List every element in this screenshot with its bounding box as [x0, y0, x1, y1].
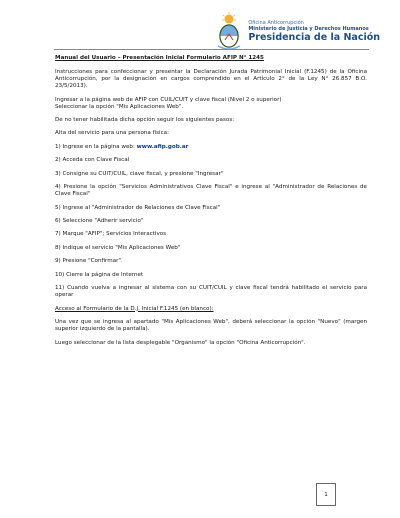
no-option-paragraph: De no tener habilitada dicha opción seguir los siguientes pasos: — [55, 117, 235, 124]
login-line-2: Seleccionar la opción "Mis Aplicaciones Web". — [55, 103, 184, 110]
step-5: 5) Ingrese al "Administrador de Relaciones de Clave Fiscal" — [55, 204, 221, 211]
argentina-coat-of-arms-icon — [214, 12, 244, 52]
step-10: 10) Cierre la página de Internet — [55, 271, 144, 278]
login-paragraph — [55, 97, 367, 111]
alta-paragraph: Alta del servicio para una persona física: — [55, 130, 169, 137]
org-line-1: Oficina Anticorrupción — [248, 20, 304, 26]
step-1-text: 1) Ingrese en la página web: — [55, 143, 137, 150]
step-1 — [55, 144, 367, 151]
step-2: 2) Acceda con Clave Fiscal — [55, 157, 130, 164]
page-number-box — [316, 483, 336, 506]
access-paragraph: Una vez que se ingresa al apartado "Mis Aplicaciones Web", deberá seleccionar la opción "Nuevo" (margen superior izquierdo de la pantalla). — [55, 318, 367, 333]
page-number: 1 — [324, 491, 328, 498]
step-7: 7) Marque "AFIP"; Servicios Interactivos — [55, 231, 167, 238]
intro-paragraph: Instrucciones para confeccionar y presentar la Declaración Jurada Patrimonial Inicial (F.1245) de la Oficina Anticorrupción, por la designación en cargos comprendido en el Artículo 2° de la Ley N° 26.857 B.O. 23/5/2013). — [55, 68, 367, 90]
org-line-3: Presidencia de la Nación — [248, 32, 380, 43]
org-line-2: Ministerio de Justicia y Derechos Humanos — [248, 26, 369, 32]
document-body — [55, 55, 367, 353]
step-8: 8) Indique el servicio "Mis Aplicaciones Web" — [55, 244, 181, 251]
final-paragraph: Luego seleccionar de la lista desplegable "Organismo" la opción "Oficina Anticorrupción". — [55, 339, 306, 346]
institution-logo — [214, 12, 380, 52]
access-heading: Acceso al Formulario de la D.J. Inicial F.1245 (en blanco): — [55, 305, 214, 312]
step-6: 6) Seleccione "Adherir servicio" — [55, 218, 144, 225]
login-line-1: Ingresar a la página web de AFIP con CUIL/CUIT y clave fiscal (Nivel 2 o superior) — [55, 96, 282, 103]
document-title: Manual del Usuario – Presentación Inicial Formulario AFIP N° 1245 — [55, 55, 264, 61]
header-divider — [54, 49, 369, 50]
step-11: 11) Cuando vuelva a ingresar al sistema con su CUIT/CUIL y clave fiscal tendrá habilitado el servicio para operar — [55, 284, 367, 299]
afip-link[interactable]: www.afip.gob.ar — [136, 143, 189, 150]
step-3: 3) Consigne su CUIT/CUIL, clave fiscal, y presione "Ingresar" — [55, 170, 224, 177]
step-4: 4) Presione la opción "Servicios Administrativos Clave Fiscal" e ingrese al "Administrador de Relaciones de Clave Fiscal" — [55, 184, 367, 198]
step-9: 9) Presione "Confirmar". — [55, 258, 123, 265]
